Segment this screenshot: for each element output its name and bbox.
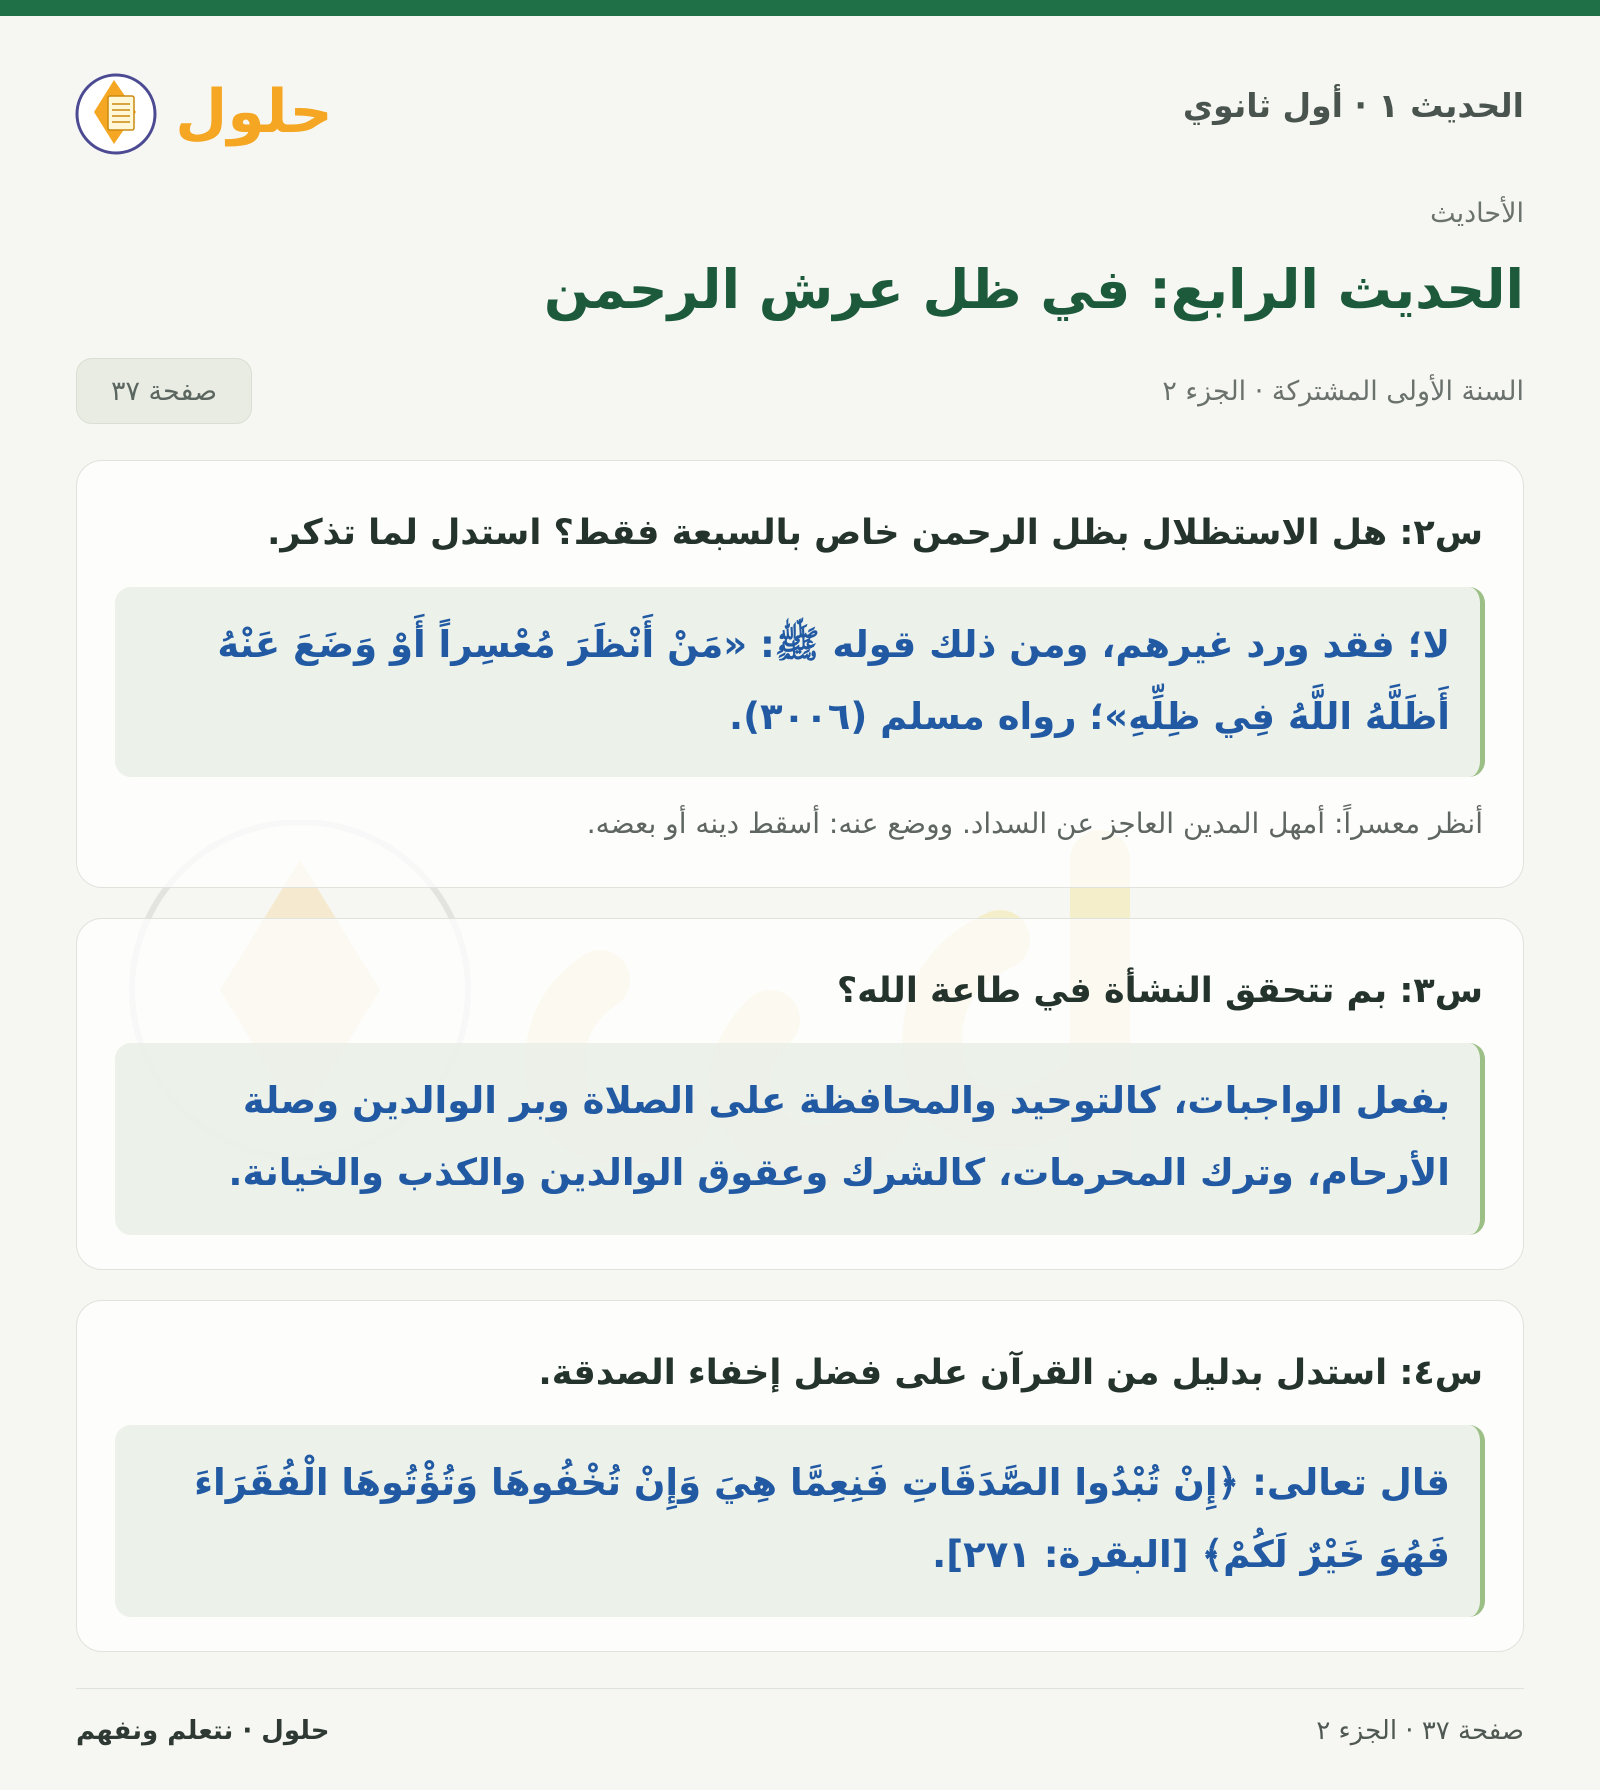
page-title: الحديث الرابع: في ظل عرش الرحمن	[543, 258, 1524, 321]
logo-mark-icon	[74, 54, 334, 158]
brand-logo[interactable]	[74, 54, 334, 158]
question-card	[76, 918, 1524, 1270]
page-number-badge: صفحة ٣٧	[76, 358, 252, 424]
page-header-title: الحديث ١ · أول ثانوي	[1182, 86, 1524, 125]
question-text: س٤: استدل بدليل من القرآن على فضل إخفاء الصدقة.	[538, 1353, 1483, 1393]
answer-line: فَهُوَ خَيْرٌ لَكُمْ﴾ [البقرة: ٢٧١].	[932, 1533, 1450, 1576]
section-label: الأحاديث	[1430, 198, 1524, 229]
question-card	[76, 1300, 1524, 1652]
answer-box	[115, 1043, 1485, 1235]
answer-line: لا؛ فقد ورد غيرهم، ومن ذلك قوله ﷺ: «مَنْ أَنْظَرَ مُعْسِراً أَوْ وَضَعَ عَنْهُ	[217, 623, 1450, 666]
answer-box	[115, 587, 1485, 777]
footer-tagline: حلول · نتعلم ونفهم	[76, 1716, 330, 1746]
answer-box	[115, 1425, 1485, 1617]
vocabulary-note: أنظر معسراً: أمهل المدين العاجز عن السداد. ووضع عنه: أسقط دينه أو بعضه.	[586, 807, 1483, 840]
question-text: س٣: بم تتحقق النشأة في طاعة الله؟	[836, 971, 1483, 1011]
answer-line: الأرحام، وترك المحرمات، كالشرك وعقوق الوالدين والكذب والخيانة.	[228, 1151, 1450, 1194]
question-card	[76, 460, 1524, 888]
logo-wordmark: حلول	[175, 77, 333, 147]
top-accent-bar	[0, 0, 1600, 16]
answer-line: بفعل الواجبات، كالتوحيد والمحافظة على الصلاة وبر الوالدين وصلة	[242, 1079, 1450, 1122]
question-text: س٢: هل الاستظلال بظل الرحمن خاص بالسبعة فقط؟ استدل لما تذكر.	[267, 513, 1483, 553]
footer-divider	[76, 1688, 1524, 1689]
answer-line: قال تعالى: ﴿إِنْ تُبْدُوا الصَّدَقَاتِ فَنِعِمَّا هِيَ وَإِنْ تُخْفُوهَا وَتُؤْتُوهَا الْفُقَرَاءَ	[194, 1461, 1450, 1504]
footer-page-info: صفحة ٣٧ · الجزء ٢	[1316, 1716, 1524, 1746]
answer-line: أَظَلَّهُ اللَّهُ فِي ظِلِّهِ»؛ رواه مسلم (٣٠٠٦).	[729, 695, 1450, 738]
course-meta: السنة الأولى المشتركة · الجزء ٢	[1162, 376, 1524, 407]
